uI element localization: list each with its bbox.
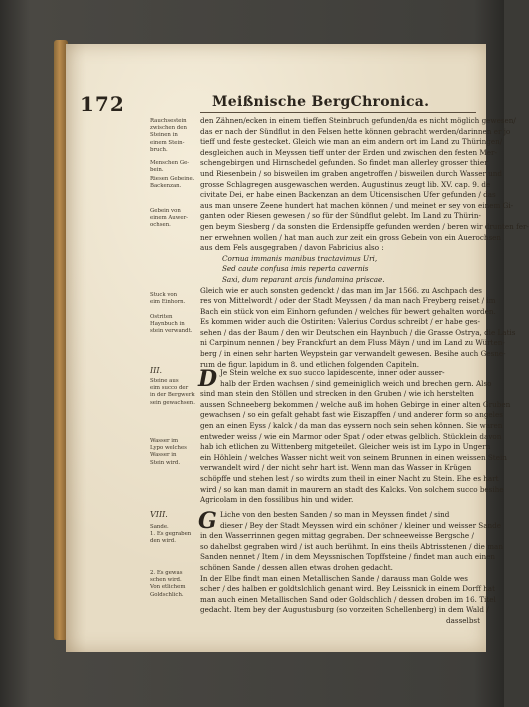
margin-note-line: einem Stein- <box>150 139 185 146</box>
margin-note-line: sein gewachsen. <box>150 399 195 406</box>
text-line: grosse Schlagregen ausgewaschen werden. Augustinus zeugt lib. XV. cap. 9. de <box>200 179 491 189</box>
text-line: und Riesenbein / so bisweilen im graben angetroffen / bisweilen durch Wasser und <box>200 168 503 178</box>
margin-note-line: Steinen in <box>150 132 178 139</box>
text-line: verwandelt wird / der nicht sehr hart ist. Wenn man das Wasser in Krügen <box>200 463 472 473</box>
drop-cap-D: D <box>198 366 218 392</box>
margin-note-line: schen wird. <box>150 577 182 584</box>
margin-note-line: Lypo welches <box>150 445 187 452</box>
drop-cap-G: G <box>198 508 217 534</box>
text-line: ner erwehnen wollen / hat man auch zur zeit ein gross Gebein von ein Auerochsen <box>200 232 502 242</box>
margin-note <box>150 314 196 336</box>
text-block-1 <box>200 116 529 370</box>
margin-note-line: Wasser im <box>150 438 179 444</box>
text-line: das er nach der Sündflut in den Felsen hette können gebracht werden/darinnen er jo <box>200 126 511 136</box>
margin-note <box>150 524 196 546</box>
text-line: gewachsen / so ein gefalt gehabt fast wie Eiszapffen / und anderer form so angeles <box>200 410 503 420</box>
margin-note-line: Von etlichem <box>150 584 186 591</box>
margin-note-line: Wasser in <box>150 452 177 459</box>
text-block-3 <box>200 510 503 627</box>
text-line: aussen Schneeberg bekommen / welche auß im hohen Gebirge in einer alten Gruben <box>200 399 511 409</box>
text-line: wird / so kan man damit in maurern an stadt des Kalcks. Von solchem succo besihe <box>200 484 504 494</box>
text-line: gen beym Siesberg / da sonsten die Erdensipffe gefunden werden / beren wir drunten fer- <box>200 221 529 231</box>
text-line: tieff und feste gestecket. Gleich wie man an eim andern ort im Land zu Thüringen/ <box>200 137 503 147</box>
running-head: Meißnische BergChronica. <box>212 94 430 110</box>
text-line: civitate Dei, er habe einen Backenzan an dem Uticensischen Ufer gefunden / das <box>200 190 496 200</box>
text-line: res von Mittelwordt / oder der Stadt Meyssen / da man nach Freyberg reiset / im <box>200 296 496 306</box>
text-line: Agricolam in den fossilibus hin und wider. <box>200 495 354 505</box>
margin-note-line: bruch. <box>150 146 168 153</box>
text-line: Bach ein stück von eim Einhorn gefunden / welches für bewert gehalten worden. <box>200 306 496 316</box>
text-line: dieser / Bey der Stadt Meyssen wird ein schöner / kleiner und weisser Sande <box>220 520 501 530</box>
margin-note-line: Stuck von <box>150 292 178 298</box>
text-line: In der Elbe findt man einen Metallischen Sande / darauss man Golde wes <box>200 573 468 583</box>
section-number: VIII. <box>150 510 168 519</box>
text-line: schengebirgen und Hirnschedel gefunden. So findet man allerley grosser thier <box>200 158 488 168</box>
margin-note-line: Steine aus <box>150 378 179 384</box>
text-line: entweder weiss / wie ein Marmor oder Spat / oder etwas gelblich. Stücklein davon <box>200 431 502 441</box>
text-line: halb der Erden wachsen / sind gemeiniglich weich und brechen gern. Also <box>220 378 492 388</box>
text-line: gedacht. Item bey der Augustusburg (so vorzeiten Schellenberg) in dem Wald / <box>200 605 489 615</box>
text-line: ni Carpinum nennen / bey Franckfurt an dem Fluss Mäyn / und im Land zu Würten- <box>200 338 505 348</box>
text-line: den Zähnen/ecken in einem tieffen Steinbruch gefunden/da es nicht möglich gewesen/ <box>200 116 516 125</box>
margin-note <box>150 438 196 467</box>
text-line: hab ich etlichen zu Wittenberg mitgeteilet. Gleicher weis ist im Lypo in Ungern <box>200 442 491 452</box>
margin-note-line: Menschen Ge- <box>150 160 190 166</box>
latin-verse-line: Saxi, dum reparant arcis fundamina priscae. <box>222 274 385 284</box>
margin-note-line: 1. Es gegraben <box>150 531 192 538</box>
margin-note <box>150 118 196 154</box>
text-line: ein Höhlein / welches Wasser nicht weit von seinem Brunnen in einen weissen Stein <box>200 452 507 462</box>
margin-note-line: Goldschlich. <box>150 591 184 598</box>
margin-note-line: Ostriten <box>150 314 173 320</box>
margin-note-line: eim succo der <box>150 385 189 392</box>
text-line: schöpffe und stehen lest / so wirdts zum theil in einer Nacht zu Stein. Ehe es hart <box>200 473 499 483</box>
section-number: III. <box>150 366 163 375</box>
margin-note-line: Haynbuch in <box>150 321 185 328</box>
margin-note <box>150 570 196 599</box>
text-line: so dahelbst gegraben wird / ist auch berühmt. In eins theils Abtrisstenen / die man <box>200 541 503 551</box>
margin-note-line: einem Auwer- <box>150 215 188 222</box>
latin-verse-line: Cornua immanis manibus tractavimus Uri, <box>222 253 378 263</box>
text-line: desgleichen auch in Meyssen tieff unter der Erden und zwischen den festen Mer- <box>200 147 497 157</box>
margin-note-line: bein. <box>150 167 164 174</box>
margin-note-line: Gebein von <box>150 208 181 214</box>
margin-note <box>150 208 196 230</box>
text-line: in den Wasserrinnen gegen mittag gegraben. Der schneeweisse Bergsche / <box>200 531 474 541</box>
text-line: berg / in einen sehr harten Weypstein gar verwandelt gewesen. Besihe auch Gesne- <box>200 349 506 359</box>
margin-note-line: ochsen. <box>150 222 171 229</box>
margin-note-line: stein verwandt. <box>150 328 193 335</box>
margin-note-line: Backenzan. <box>150 183 182 190</box>
margin-note-line: in der Bergwerk <box>150 392 195 399</box>
margin-note-line: eim Einhorn. <box>150 299 186 306</box>
catchword: dasselbst <box>446 615 480 625</box>
text-line: aus dem Fels ausgegraben / davon Fabricius also : <box>200 243 384 253</box>
margin-note-line: Sande. <box>150 524 169 530</box>
margin-note-line: Rauchsestein <box>150 118 187 124</box>
text-block-2 <box>200 368 511 506</box>
margin-note <box>150 176 196 190</box>
margin-note-line: zwischen den <box>150 125 187 132</box>
text-line: aus man unsere Zeene hundert hat machen können / und meinet er sey von einem Gi- <box>200 200 514 210</box>
text-line: man auch einen Metallischen Sand oder Goldschlich / dessen droben im 16. Titel <box>200 594 496 604</box>
text-line: rum de figur. lapidum in 8. und etlichen folgenden Capiteln. <box>200 359 419 369</box>
text-line: ganten oder Riesen gewesen / so für der Sündflut gelebt. Im Land zu Thürin- <box>200 211 481 221</box>
text-line: Gleich wie er auch sonsten gedenckt / das man im Jar 1566. zu Aschpach des <box>200 285 482 295</box>
text-line: Sanden nennet / Item / in dem Meyssnischen Topffsteine / findet man auch einen <box>200 552 495 562</box>
header-rule <box>200 112 476 113</box>
margin-note-line: Stein wird. <box>150 459 181 466</box>
latin-verse-line: Sed caute confusa imis reperta cavernis <box>222 264 369 274</box>
text-line: schönen Sande / dessen allen etwas drohen gedacht. <box>200 562 393 572</box>
page-number: 172 <box>80 92 125 116</box>
margin-note-line: Riesen Gebeine. <box>150 176 195 182</box>
margin-note-line: 2. Es gewas <box>150 570 183 576</box>
text-line: sehen / das der Baum / den wir Deutschen ein Haynbuch / die Grasse Ostrya, die Latis <box>200 327 516 337</box>
margin-note-line: den wird. <box>150 538 176 545</box>
text-line: Je Stein welche ex suo succo lapidescente, inner oder ausser- <box>220 368 445 377</box>
text-line: scher / des halben er goldtslchlich genant wird. Bey Leissnick in einem Dorff hat <box>200 584 495 594</box>
text-line: Liche von den besten Sanden / so man in Meyssen findet / sind <box>220 510 450 519</box>
text-line: sind man stein den Stöllen und strecken in den Gruben / wie ich herstelten <box>200 389 474 399</box>
text-line: Es kommen wider auch die Ostiriten: Valerius Cordus schreibt / er habe ges- <box>200 317 480 327</box>
margin-note <box>150 160 196 174</box>
margin-note <box>150 378 196 407</box>
text-line: gen an einen Eyss / kalck / da man das eyssern noch sein sehen können. Sie waren <box>200 420 503 430</box>
margin-note <box>150 292 196 306</box>
